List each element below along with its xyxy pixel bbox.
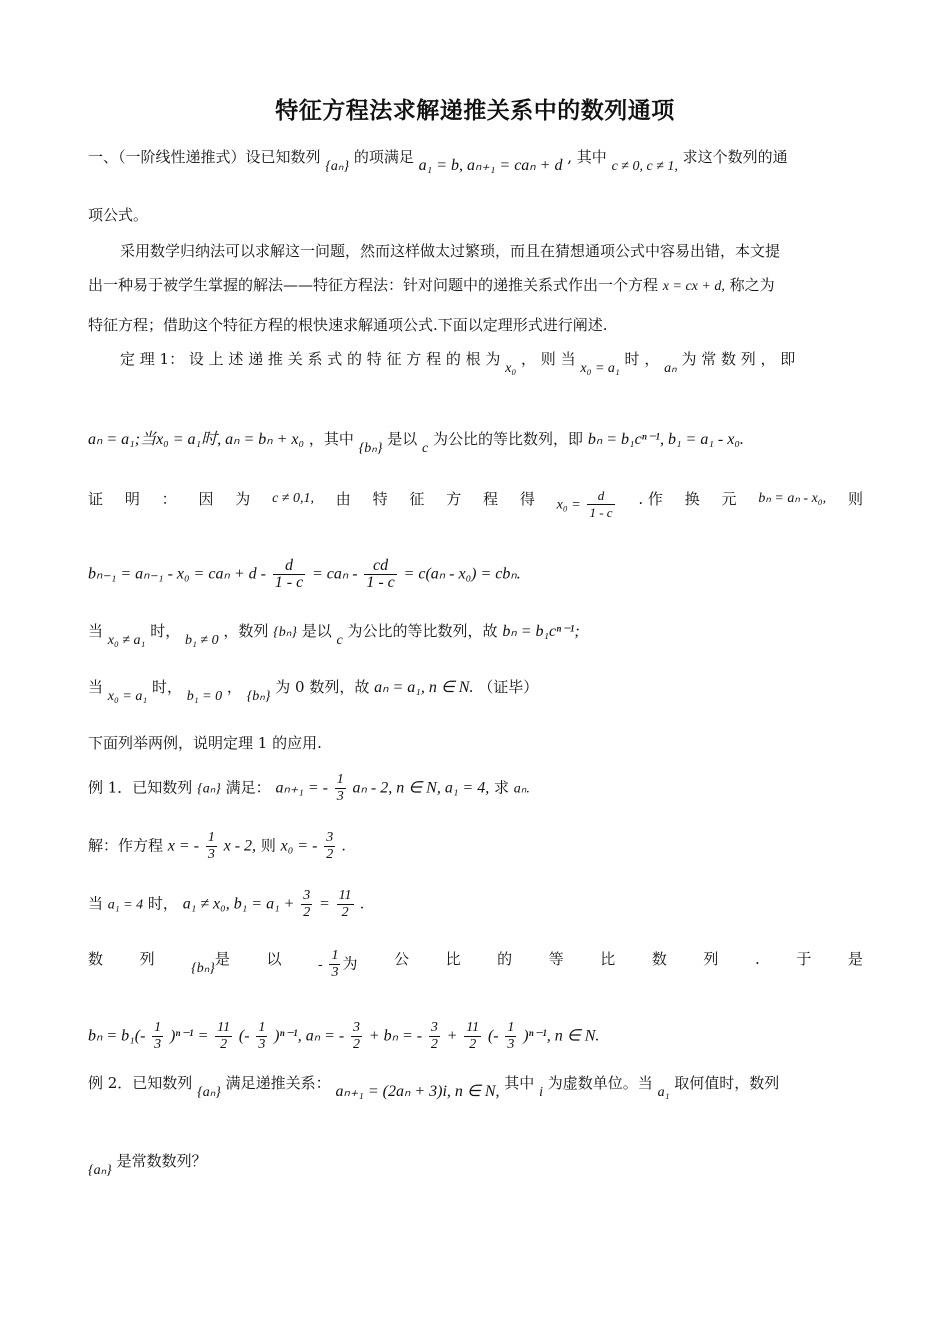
text: 是以 [301,622,332,640]
text: 当 [88,678,104,696]
numerator: 1 [154,1020,162,1035]
denominator: 1 - c [366,574,395,591]
example1-when [88,888,863,921]
formula-an: aₙ. [513,781,530,797]
denominator: 3 [331,965,339,980]
formula-condition: c ≠ 0,1, [272,491,314,506]
text: 例 2．已知数列 [88,1074,193,1092]
text: （证毕） [478,678,539,696]
numerator: 1 [331,948,339,963]
text: 时， [147,894,178,913]
section1-para2-line3 [88,314,863,336]
text: 称之为 [729,276,775,294]
example1-solution [88,830,863,863]
text: 求 [493,778,509,797]
fraction [335,772,346,805]
formula-part: = [319,895,330,913]
text: 项公式。 [88,206,149,224]
text: 得 [519,490,535,508]
fraction [206,830,217,863]
examples-intro [88,732,863,754]
numerator: 11 [217,1020,231,1035]
formula-case: aₙ = a₁;当x₀ = a₁时, aₙ = bₙ + x₀ [88,431,305,448]
numerator: 1 [258,1020,266,1035]
text: ： [161,490,177,508]
text: 于 [796,950,812,968]
text: 其中 [504,1074,535,1092]
text: . [754,950,760,968]
formula-part: x - 2, [223,837,257,855]
numerator: 1 [336,772,344,787]
text: 求这个数列的通 [682,148,788,166]
section1-para2-line1 [120,240,863,262]
text: 一、（一阶线性递推式）设已知数列 [88,148,321,166]
formula-part: aₙ₊₁ = - [275,779,328,797]
text: 数 [651,950,667,968]
text: 时， [151,678,182,696]
fraction [215,1020,232,1053]
denominator: 2 [341,905,349,920]
fraction [152,1020,163,1053]
text: 换 [684,490,700,508]
formula-x0: x₀ [505,361,517,376]
formula-part: . [341,837,346,855]
formula-i: i [539,1085,543,1100]
denominator: 1 - c [274,574,304,591]
formula-sequence: {bₙ} [273,625,297,640]
formula-condition: x₀ = a₁ [107,689,148,704]
text: 特 [372,490,388,508]
formula-recurrence: aₙ₊₁ = (2aₙ + 3)i, n ∈ N, [335,1083,500,1100]
formula-char-eq: x = cx + d, [662,279,725,294]
ratio-group [318,948,357,981]
formula-x0-frac [557,488,617,521]
text: 以 [266,950,282,968]
text: 方 [446,490,462,508]
formula-part: (- [487,1027,499,1045]
fraction [364,558,396,591]
formula-part: )ⁿ⁻¹, aₙ = - [274,1027,345,1045]
text: 满足： [225,778,271,797]
text: 解：作方程 [88,836,164,855]
example1-line1 [88,772,863,805]
formula-sequence: {aₙ} [88,1163,112,1178]
theorem1-line2 [88,428,863,456]
text: , 其中 [567,148,607,166]
text: 为公比的等比数列，故 [347,622,498,640]
formula-part: - [318,957,323,973]
text: 采用数学归纳法可以求解这一问题，然而这样做太过繁琐，而且在猜想通项公式中容易出错，本文提 [120,242,781,260]
text: 是常数数列？ [116,1152,207,1170]
formula-condition: x₀ ≠ a₁ [107,633,146,648]
text: 比 [445,950,461,968]
formula-part: x₀ = - [280,837,318,855]
numerator: d [587,488,614,505]
proof-case2 [88,676,863,704]
denominator: 3 [154,1037,162,1052]
proof-chain [88,558,863,591]
text: 数 [88,950,104,968]
fraction [273,558,305,591]
text: 列 [703,950,719,968]
numerator: 11 [338,888,352,903]
formula-part: + [446,1027,458,1045]
text: 为 0 数列，故 [275,678,370,696]
text: 满足递推关系： [225,1074,331,1092]
example2-line2 [88,1150,863,1178]
section1-para2-line2 [88,274,863,298]
text: 程 [483,490,499,508]
denominator: 2 [469,1037,477,1052]
numerator: 3 [303,888,311,903]
section1-line2 [88,204,863,226]
text: 为 [235,490,251,508]
text: 出一种易于被学生掌握的解法——特征方程法：针对问题中的递推关系式作出一个方程 [88,276,659,294]
formula-c: c [336,633,343,648]
numerator: d [273,558,305,575]
fraction [256,1020,267,1053]
text: 为 常 数 列 ， 即 [681,350,796,368]
denominator: 2 [326,847,334,862]
formula-bn: bₙ = b₁cⁿ⁻¹, b₁ = a₁ - x₀. [587,431,744,448]
formula-part: aₙ - 2, n ∈ N, a₁ = 4, [352,779,490,797]
text: 特征方程；借助这个特征方程的根快速求解通项公式.下面以定理形式进行阐述. [88,316,608,334]
formula-part: a₁ ≠ x₀, b₁ = a₁ + [182,895,295,913]
fraction [329,948,340,981]
proof-line1 [88,488,863,521]
text: 下面列举两例，说明定理 1 的应用. [88,734,322,752]
section1-line1 [88,146,863,174]
formula-substitution: bₙ = aₙ - x₀, [758,491,827,506]
example1-result [88,1020,863,1053]
text: 证 [88,490,104,508]
text: 取何值时，数列 [674,1074,780,1092]
text: 当 [88,622,104,640]
formula-c: c [422,441,429,456]
formula-an: aₙ = a₁, n ∈ N. [374,679,474,696]
denominator: 2 [430,1037,438,1052]
denominator: 1 - c [589,505,613,520]
formula-part: bₙ₋₁ = aₙ₋₁ - x₀ = caₙ + d - [88,565,266,583]
fraction [351,1020,362,1053]
text: 时， [150,622,181,640]
fraction [324,830,335,863]
numerator: 3 [430,1020,438,1035]
formula-b1: b₁ = 0 [186,689,223,704]
formula-sequence: {bₙ} [246,689,271,704]
page-title: 特征方程法求解递推关系中的数列通项 [275,98,675,124]
text: 因 [198,490,214,508]
formula-part: = c(aₙ - x₀) = cbₙ. [403,565,521,583]
text: 为 [342,954,358,973]
text: ， 则 当 [521,350,576,368]
numerator: 11 [466,1020,480,1035]
text: . 作 [638,490,663,508]
numerator: 1 [507,1020,515,1035]
denominator: 2 [220,1037,228,1052]
formula-part: + bₙ = - [368,1027,423,1045]
formula-part: )ⁿ⁻¹, n ∈ N. [523,1027,600,1045]
fraction [587,488,614,521]
text: ，数列 [223,622,269,640]
text: 是 [214,950,230,968]
text: ，其中 [308,430,354,448]
fraction [505,1020,516,1053]
formula-condition: x₀ = a₁ [580,361,620,376]
formula-sequence: {aₙ} [197,781,221,797]
text: 明 [124,490,140,508]
denominator: 3 [207,847,215,862]
text: 列 [139,950,155,968]
formula-x0: x₀ = [556,497,581,513]
formula-part: bₙ = b₁(- [88,1027,146,1045]
text: 例 1．已知数列 [88,778,193,797]
formula-part: )ⁿ⁻¹ = [169,1027,209,1045]
fraction [337,888,354,921]
numerator: 3 [326,830,334,845]
proof-case1 [88,620,863,648]
formula-bn: bₙ = b₁cⁿ⁻¹; [502,623,580,640]
text: 是 [847,950,863,968]
formula-condition: c ≠ 0, c ≠ 1, [611,159,678,174]
formula-recurrence: a₁ = b, aₙ₊₁ = caₙ + d [418,157,563,174]
formula-b1: b₁ ≠ 0 [185,633,219,648]
formula-an: aₙ [664,361,677,376]
text: 为公比的等比数列，即 [433,430,584,448]
denominator: 3 [507,1037,515,1052]
fraction [429,1020,440,1053]
denominator: 3 [258,1037,266,1052]
text: 比 [600,950,616,968]
text: 等 [548,950,564,968]
text: 的项满足 [353,148,414,166]
example2-line1 [88,1072,863,1100]
text: 时 ， [624,350,660,368]
text: 则 [847,490,863,508]
denominator: 3 [336,789,344,804]
text: 则 [260,836,276,855]
formula-sequence: {bₙ} [191,961,215,976]
formula-part: (- [238,1027,250,1045]
text: 为虚数单位。当 [547,1074,653,1092]
numerator: cd [364,558,396,575]
text: 的 [497,950,513,968]
denominator: 2 [353,1037,360,1052]
seq-group [191,948,230,981]
formula-sequence: {aₙ} [197,1085,221,1100]
text: ， [226,678,242,696]
denominator: 2 [303,905,311,920]
text: 征 [409,490,425,508]
text: 当 [88,894,104,913]
numerator: 1 [207,830,215,845]
fraction [301,888,312,921]
fraction [464,1020,481,1053]
formula-part: x = - [167,837,200,855]
text: 定 理 1： 设 上 述 递 推 关 系 式 的 特 征 方 程 的 根 为 [120,350,501,368]
numerator: 3 [353,1020,360,1035]
formula-a1: a₁ [657,1085,670,1100]
formula-part: = caₙ - [311,565,358,583]
formula-sequence: {aₙ} [325,159,350,174]
formula-sequence: {bₙ} [358,441,383,456]
formula-part: . [360,895,365,913]
text: 元 [721,490,737,508]
text: 是以 [387,430,418,448]
text: 公 [394,950,410,968]
formula-condition: a₁ = 4 [107,897,144,913]
theorem1-line1 [120,348,863,376]
text: 由 [335,490,351,508]
example1-sequence-line [88,948,863,981]
